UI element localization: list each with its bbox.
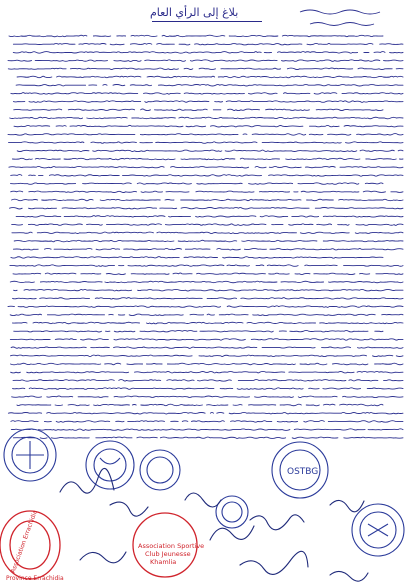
svg-text:Association Sportive: Association Sportive (138, 542, 205, 550)
svg-text:Association Errachidia: Association Errachidia (9, 509, 39, 575)
club-red-seal (133, 513, 204, 577)
center-blue-seal (140, 450, 180, 490)
middle-blue-seal (86, 441, 134, 489)
svg-text:Khamlia: Khamlia (150, 558, 177, 566)
left-blue-seal (4, 429, 56, 481)
province-red-seal (0, 509, 64, 582)
ostbg-seal (272, 442, 328, 498)
header-handwriting (300, 10, 380, 26)
svg-text:Province Errachidia: Province Errachidia (6, 575, 64, 582)
right-blue-seal (352, 504, 404, 556)
svg-text:OSTBG: OSTBG (287, 467, 319, 477)
svg-text:Club Jeunesse: Club Jeunesse (145, 550, 191, 558)
signatures (60, 468, 368, 581)
document-title: بلاغ إلى الرأي العام (150, 6, 239, 19)
